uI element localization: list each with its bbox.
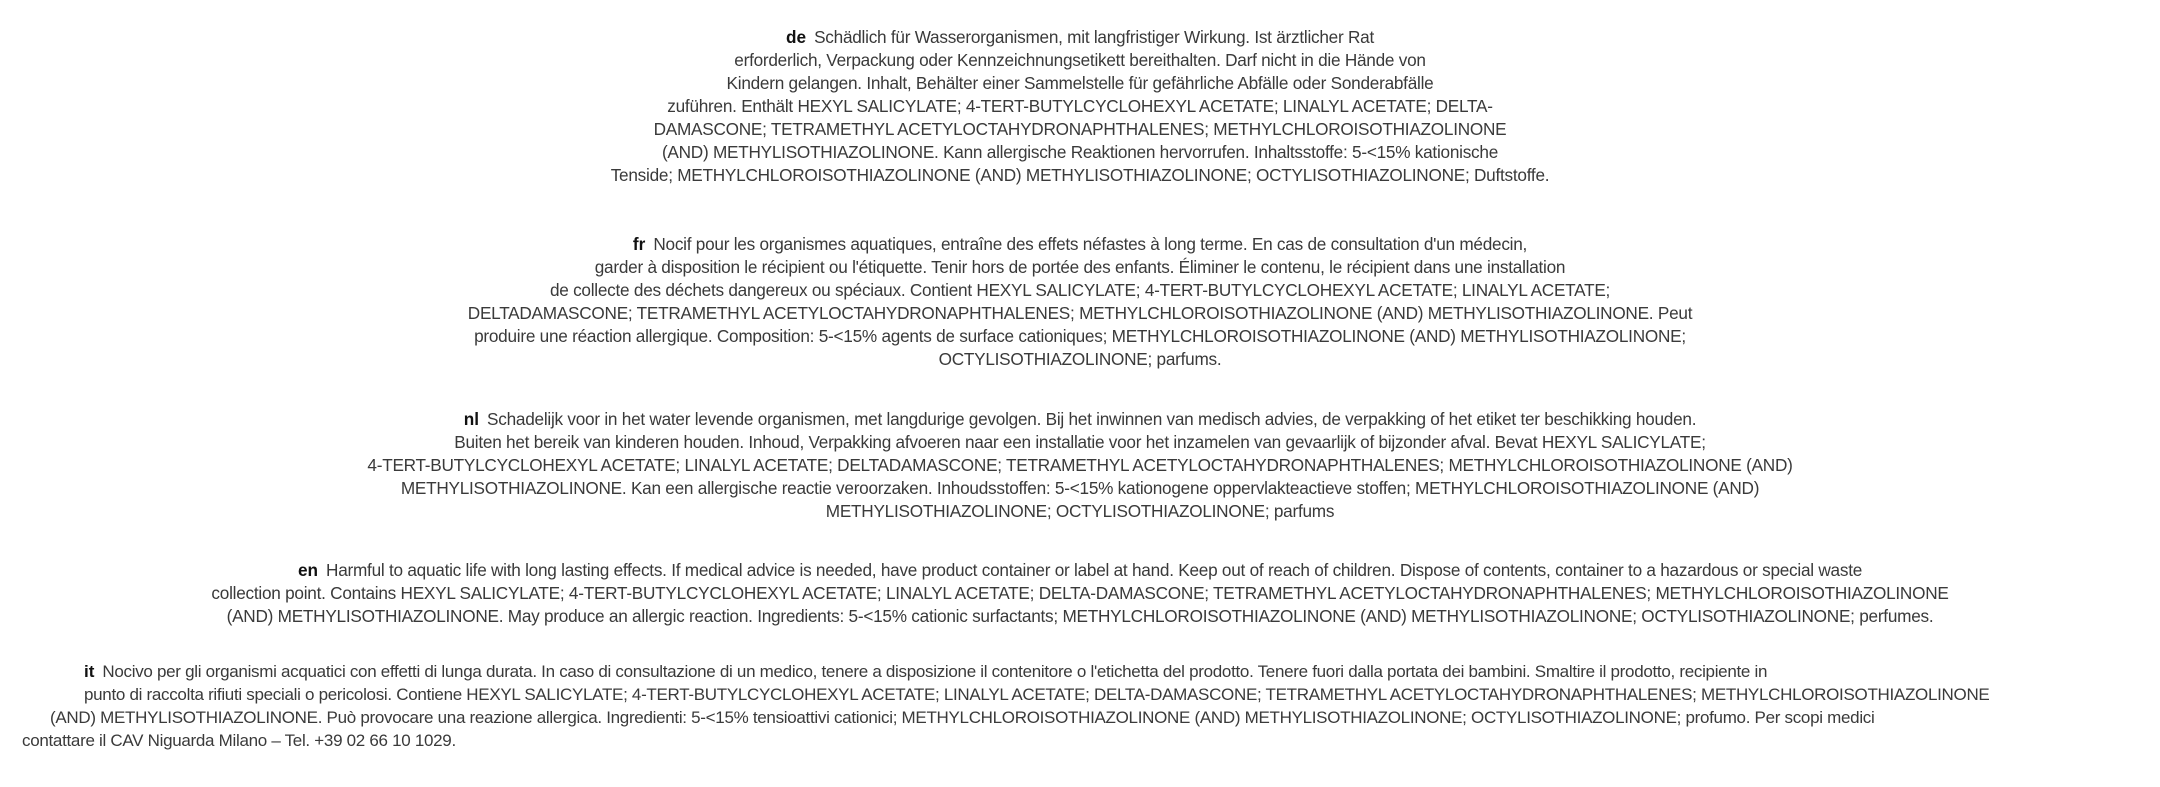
text-line: Buiten het bereik van kinderen houden. Inhoud, Verpakking afvoeren naar een installatie voor het inzamelen van gevaarlijk of bijzonder afval. Bevat HEXYL SALICYLATE; — [454, 432, 1706, 452]
text-line: (AND) METHYLISOTHIAZOLINONE. Kann allergische Reaktionen hervorrufen. Inhaltsstoffe: 5-<15% kationische — [661, 142, 1499, 162]
text-line: OCTYLISOTHIAZOLINONE; parfums. — [938, 349, 1222, 369]
text-line: contattare il CAV Niguarda Milano – Tel. +39 02 66 10 1029. — [22, 731, 456, 750]
text-line: (AND) METHYLISOTHIAZOLINONE. May produce an allergic reaction. Ingredients: 5-<15% cationic surfactants; METHYLCHLOROISOTHIAZOLINONE (AND) METHYLISOTHIAZOLINONE; OCTYLISOTHIAZOLINONE; perfumes. — [226, 606, 1934, 626]
text-line: METHYLISOTHIAZOLINONE. Kan een allergische reactie veroorzaken. Inhoudsstoffen: 5-<15% kationogene oppervlakteactieve stoffen; METHYLCHLOROISOTHIAZOLINONE (AND) — [400, 478, 1760, 498]
text-block-en — [0, 559, 2160, 628]
text-line: (AND) METHYLISOTHIAZOLINONE. Può provocare una reazione allergica. Ingredienti: 5-<15% tensioattivi cationici; METHYLCHLOROISOTHIAZOLINONE (AND) METHYLISOTHIAZOLINONE; OCTYLISOTHIAZOLINONE; profumo. Per scopi medici — [50, 708, 1875, 727]
language-code: nl — [463, 409, 480, 429]
text-line: de collecte des déchets dangereux ou spéciaux. Contient HEXYL SALICYLATE; 4-TERT-BUTYLCYCLOHEXYL ACETATE; LINALYL ACETATE; — [549, 280, 1611, 300]
text-line: it Nocivo per gli organismi acquatici con effetti di lunga durata. In caso di consultazione di un medico, tenere a disposizione il contenitore o l'etichetta del prodotto. Tenere fuori dalla portata dei bambini. Smaltire il prodotto, recipiente in — [84, 662, 1768, 681]
language-code: de — [786, 27, 807, 47]
text-line: nl Schadelijk voor in het water levende organismen, met langdurige gevolgen. Bij het inwinnen van medisch advies, de verpakking of het etiket ter beschikking houden. — [463, 409, 1697, 429]
language-code: fr — [632, 234, 646, 254]
text-block-de — [0, 26, 2160, 187]
text-line: garder à disposition le récipient ou l'étiquette. Tenir hors de portée des enfants. Éliminer le contenu, le récipient dans une installation — [594, 257, 1566, 277]
text-line: Tenside; METHYLCHLOROISOTHIAZOLINONE (AND) METHYLISOTHIAZOLINONE; OCTYLISOTHIAZOLINONE; Duftstoffe. — [610, 165, 1550, 185]
text-line: collection point. Contains HEXYL SALICYLATE; 4-TERT-BUTYLCYCLOHEXYL ACETATE; LINALYL ACETATE; DELTA-DAMASCONE; TETRAMETHYL ACETYLOCTAHYDRONAPHTHALENES; METHYLCHLOROISOTHIAZOLINONE — [211, 583, 1949, 603]
text-line: 4-TERT-BUTYLCYCLOHEXYL ACETATE; LINALYL ACETATE; DELTADAMASCONE; TETRAMETHYL ACETYLOCTAHYDRONAPHTHALENES; METHYLCHLOROISOTHIAZOLINONE (AND) — [367, 455, 1793, 475]
text-line: METHYLISOTHIAZOLINONE; OCTYLISOTHIAZOLINONE; parfums — [825, 501, 1335, 521]
text-line: DELTADAMASCONE; TETRAMETHYL ACETYLOCTAHYDRONAPHTHALENES; METHYLCHLOROISOTHIAZOLINONE (AND) METHYLISOTHIAZOLINONE. Peut — [467, 303, 1693, 323]
text-line: de Schädlich für Wasserorganismen, mit langfristiger Wirkung. Ist ärztlicher Rat — [786, 27, 1374, 47]
text-block-fr — [0, 233, 2160, 371]
language-code: it — [84, 662, 95, 681]
text-line: punto di raccolta rifiuti speciali o pericolosi. Contiene HEXYL SALICYLATE; 4-TERT-BUTYLCYCLOHEXYL ACETATE; LINALYL ACETATE; DELTA-DAMASCONE; TETRAMETHYL ACETYLOCTAHYDRONAPHTHALENES; METHYLCHLOROISOTHIAZOLINONE — [84, 685, 1990, 704]
text-line: en Harmful to aquatic life with long lasting effects. If medical advice is needed, have product container or label at hand. Keep out of reach of children. Dispose of contents, container to a hazardous or special waste — [297, 560, 1863, 580]
text-block-nl — [0, 408, 2160, 523]
text-block-it — [22, 660, 2142, 752]
text-line: Kindern gelangen. Inhalt, Behälter einer Sammelstelle für gefährliche Abfälle oder Sonderabfälle — [726, 73, 1434, 93]
language-code: en — [297, 560, 319, 580]
text-line: fr Nocif pour les organismes aquatiques, entraîne des effets néfastes à long terme. En cas de consultation d'un médecin, — [632, 234, 1528, 254]
text-line: zuführen. Enthält HEXYL SALICYLATE; 4-TERT-BUTYLCYCLOHEXYL ACETATE; LINALYL ACETATE; DELTA- — [667, 96, 1493, 116]
text-line: produire une réaction allergique. Composition: 5-<15% agents de surface cationiques; METHYLCHLOROISOTHIAZOLINONE (AND) METHYLISOTHIAZOLINONE; — [474, 326, 1686, 346]
text-line: DAMASCONE; TETRAMETHYL ACETYLOCTAHYDRONAPHTHALENES; METHYLCHLOROISOTHIAZOLINONE — [653, 119, 1507, 139]
text-line: erforderlich, Verpackung oder Kennzeichnungsetikett bereithalten. Darf nicht in die Hände von — [734, 50, 1426, 70]
